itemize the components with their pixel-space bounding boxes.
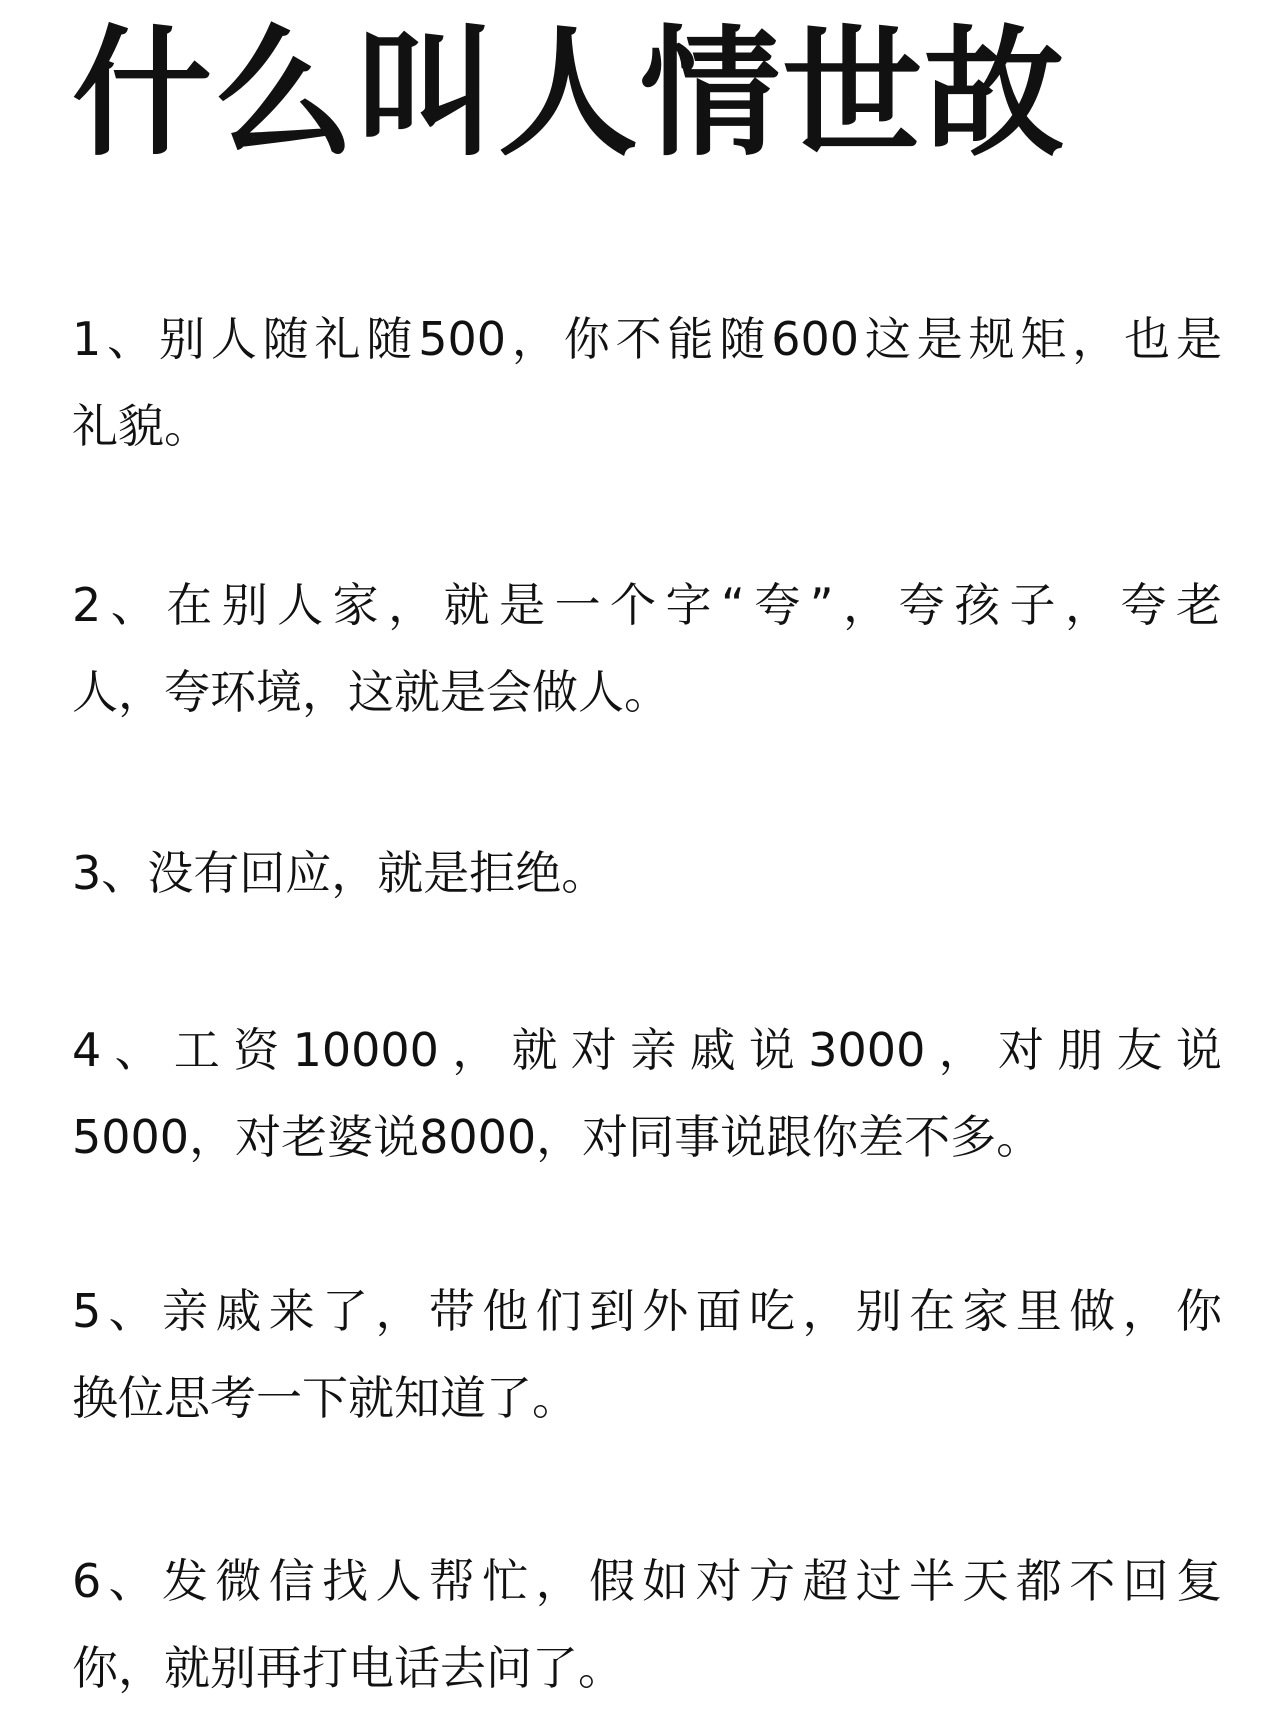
page-title: 什么叫人情世故 (72, 13, 1067, 176)
list-item (72, 1007, 1222, 1181)
item-text-line: 人，夸环境，这就是会做人。 (72, 665, 670, 719)
item-text-line: 换位思考一下就知道了。 (72, 1371, 578, 1425)
item-text-line: 5000，对老婆说8000，对同事说跟你差不多。 (72, 1110, 1043, 1164)
list-item (72, 1538, 1222, 1712)
list-item (72, 1268, 1222, 1442)
list-item (72, 562, 1222, 736)
item-text-line: 6、发微信找人帮忙，假如对方超过半天都不回复 (72, 1554, 1222, 1608)
item-text-line: 礼貌。 (72, 399, 210, 453)
list-item (72, 830, 1222, 917)
item-text-line: 3、没有回应，就是拒绝。 (72, 846, 608, 900)
item-text-line: 2、在别人家，就是一个字“夸”，夸孩子，夸老 (72, 578, 1222, 632)
item-text-line: 1、别人随礼随500，你不能随600这是规矩，也是 (72, 312, 1222, 366)
item-text-line: 5、亲戚来了，带他们到外面吃，别在家里做，你 (72, 1284, 1222, 1338)
item-text-line: 4、工资10000，就对亲戚说3000，对朋友说 (72, 1023, 1222, 1077)
item-text-line: 你，就别再打电话去问了。 (72, 1641, 624, 1695)
list-item (72, 296, 1222, 470)
